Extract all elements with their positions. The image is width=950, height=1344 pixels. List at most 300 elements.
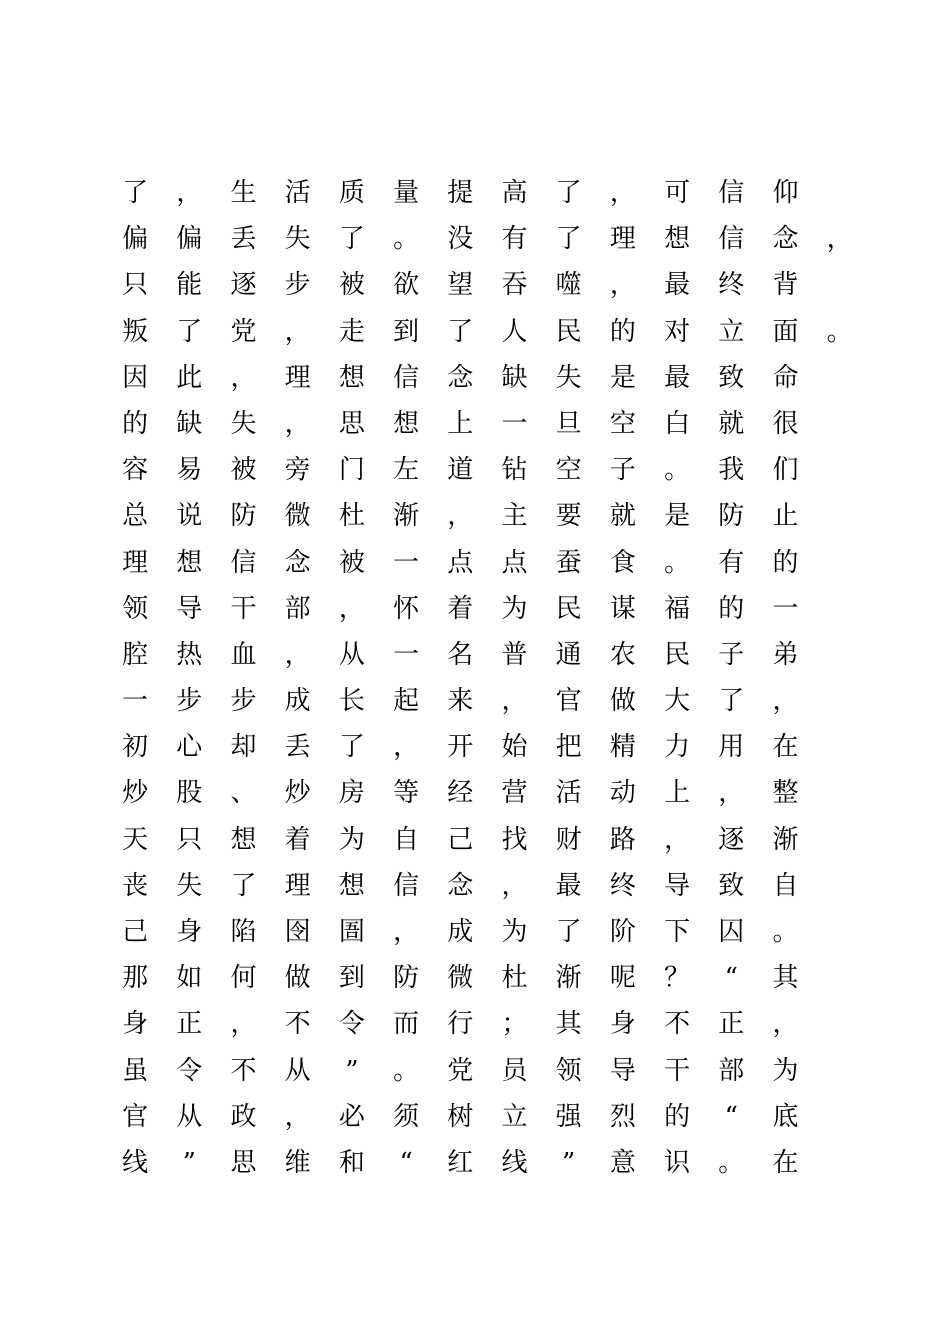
body-text <box>108 170 868 1186</box>
text-char: ， <box>230 362 257 393</box>
text-char: 、 <box>230 778 257 809</box>
text-char: 从 <box>284 1055 311 1086</box>
text-char: 大 <box>664 686 691 717</box>
text-char: 干 <box>230 593 257 624</box>
text-char: 渐 <box>772 824 799 855</box>
text-char: 最 <box>664 362 691 393</box>
text-char: 却 <box>230 732 257 763</box>
text-char: 命 <box>772 362 799 393</box>
text-char: 的 <box>122 408 149 439</box>
text-char: 动 <box>609 778 636 809</box>
text-char: 房 <box>338 778 365 809</box>
text-char: ， <box>284 316 311 347</box>
text-char: 止 <box>772 501 799 532</box>
text-char: 正 <box>176 1009 203 1040</box>
text-char: 了 <box>338 732 365 763</box>
text-char: 了 <box>176 316 203 347</box>
text-char: 虽 <box>122 1055 149 1086</box>
text-char: 底 <box>772 1101 799 1132</box>
text-char: 民 <box>664 639 691 670</box>
text-char: 步 <box>176 686 203 717</box>
text-char: 成 <box>447 917 474 947</box>
text-char: 。 <box>772 917 799 947</box>
text-char: 领 <box>122 593 149 624</box>
text-line <box>108 817 868 863</box>
text-char: 和 <box>338 1147 365 1178</box>
text-char: 思 <box>230 1147 257 1178</box>
text-char: 营 <box>501 778 528 809</box>
text-char: 一 <box>501 408 528 439</box>
text-char: 被 <box>338 547 365 578</box>
text-line <box>108 955 868 1001</box>
text-char: 一 <box>772 593 799 624</box>
text-char: 高 <box>501 178 528 208</box>
text-char: 了 <box>230 870 257 901</box>
text-char: 易 <box>176 455 203 486</box>
text-char: ， <box>393 917 420 947</box>
text-char: 念 <box>447 870 474 901</box>
text-char: 炒 <box>284 778 311 809</box>
text-char: 导 <box>176 593 203 624</box>
text-char: 一 <box>393 547 420 578</box>
text-char: 仰 <box>772 178 799 208</box>
text-char: 要 <box>555 501 582 532</box>
text-char: 导 <box>664 870 691 901</box>
text-char: 导 <box>609 1055 636 1086</box>
text-char: 不 <box>230 1055 257 1086</box>
text-char: ， <box>826 224 853 255</box>
text-char: 等 <box>393 778 420 809</box>
text-char: 自 <box>772 870 799 901</box>
text-char: 其 <box>772 963 799 994</box>
text-line <box>108 678 868 724</box>
text-char: 可 <box>664 178 691 208</box>
text-char: 防 <box>718 501 745 532</box>
text-char: 普 <box>501 639 528 670</box>
text-char: 噬 <box>555 270 582 301</box>
text-char: 终 <box>609 870 636 901</box>
text-char: 下 <box>664 917 691 947</box>
text-char: 呢 <box>609 963 636 994</box>
text-char: 了 <box>122 178 149 208</box>
text-char: 主 <box>501 501 528 532</box>
text-char: 识 <box>664 1147 691 1178</box>
text-line <box>108 863 868 909</box>
text-char: 民 <box>555 316 582 347</box>
text-char: 其 <box>555 1009 582 1040</box>
text-char: 了 <box>555 917 582 947</box>
text-char: 失 <box>230 408 257 439</box>
text-char: 部 <box>284 593 311 624</box>
text-char: 想 <box>176 547 203 578</box>
text-char: 信 <box>393 870 420 901</box>
text-char: 就 <box>718 408 745 439</box>
text-line <box>108 770 868 816</box>
text-char: 。 <box>393 224 420 255</box>
text-char: ” <box>182 1147 196 1178</box>
text-char: 初 <box>122 732 149 763</box>
text-char: 背 <box>772 270 799 301</box>
text-char: ， <box>176 178 203 208</box>
text-char: 福 <box>664 593 691 624</box>
text-char: 活 <box>555 778 582 809</box>
text-char: 量 <box>393 178 420 208</box>
text-char: ， <box>284 639 311 670</box>
text-char: 立 <box>501 1101 528 1132</box>
text-char: 。 <box>393 1055 420 1086</box>
text-char: 点 <box>501 547 528 578</box>
text-char: 着 <box>447 593 474 624</box>
text-char: 想 <box>664 224 691 255</box>
text-char: 生 <box>230 178 257 208</box>
text-char: 从 <box>176 1101 203 1132</box>
text-line <box>108 170 868 216</box>
text-char: 思 <box>338 408 365 439</box>
text-char: ， <box>284 1101 311 1132</box>
text-char: 对 <box>664 316 691 347</box>
text-char: ； <box>501 1009 528 1040</box>
text-char: ， <box>772 686 799 717</box>
text-char: 何 <box>230 963 257 994</box>
text-char: 党 <box>447 1055 474 1086</box>
text-char: 股 <box>176 778 203 809</box>
text-char: 。 <box>664 547 691 578</box>
text-char: 空 <box>609 408 636 439</box>
text-char: ， <box>393 732 420 763</box>
text-char: 缺 <box>501 362 528 393</box>
text-char: ， <box>609 270 636 301</box>
text-char: 杜 <box>338 501 365 532</box>
text-char: 渐 <box>555 963 582 994</box>
text-char: 逐 <box>718 824 745 855</box>
text-char: 是 <box>664 501 691 532</box>
text-char: 失 <box>555 362 582 393</box>
text-char: 有 <box>501 224 528 255</box>
text-char: 理 <box>284 362 311 393</box>
text-line <box>108 1140 868 1186</box>
text-char: ， <box>664 824 691 855</box>
text-char: 一 <box>122 686 149 717</box>
text-char: 子 <box>609 455 636 486</box>
text-char: ， <box>447 501 474 532</box>
text-char: 信 <box>230 547 257 578</box>
text-char: 成 <box>284 686 311 717</box>
text-char: 为 <box>501 593 528 624</box>
text-char: 信 <box>718 178 745 208</box>
text-char: 怀 <box>393 593 420 624</box>
text-char: 能 <box>176 270 203 301</box>
text-char: 就 <box>609 501 636 532</box>
text-char: 提 <box>447 178 474 208</box>
text-char: 渐 <box>393 501 420 532</box>
text-char: 官 <box>555 686 582 717</box>
text-char: 念 <box>284 547 311 578</box>
text-char: 防 <box>393 963 420 994</box>
text-char: 在 <box>772 732 799 763</box>
text-char: 开 <box>447 732 474 763</box>
text-char: ， <box>284 408 311 439</box>
text-char: 线 <box>122 1147 149 1178</box>
text-char: 偏 <box>122 224 149 255</box>
text-char: 那 <box>122 963 149 994</box>
text-char: 领 <box>555 1055 582 1086</box>
text-char: 起 <box>393 686 420 717</box>
text-char: 了 <box>447 316 474 347</box>
text-char: 想 <box>338 870 365 901</box>
text-char: 线 <box>501 1147 528 1178</box>
text-char: 囚 <box>718 917 745 947</box>
text-char: 为 <box>338 824 365 855</box>
text-char: 血 <box>230 639 257 670</box>
text-char: 只 <box>176 824 203 855</box>
text-char: 微 <box>447 963 474 994</box>
text-char: 丢 <box>284 732 311 763</box>
text-char: 吞 <box>501 270 528 301</box>
text-line <box>108 909 868 955</box>
text-char: 失 <box>284 224 311 255</box>
text-char: 天 <box>122 824 149 855</box>
text-char: 走 <box>338 316 365 347</box>
text-char: 民 <box>555 593 582 624</box>
text-char: 正 <box>718 1009 745 1040</box>
text-char: 的 <box>772 547 799 578</box>
text-char: 政 <box>230 1101 257 1132</box>
text-char: 终 <box>718 270 745 301</box>
text-char: 信 <box>718 224 745 255</box>
text-char: 经 <box>447 778 474 809</box>
text-char: 在 <box>772 1147 799 1178</box>
text-char: 白 <box>664 408 691 439</box>
text-char: 如 <box>176 963 203 994</box>
text-char: 丢 <box>230 224 257 255</box>
text-char: 整 <box>772 778 799 809</box>
text-char: 为 <box>501 917 528 947</box>
text-char: 食 <box>609 547 636 578</box>
text-char: 陷 <box>230 917 257 947</box>
text-char: 热 <box>176 639 203 670</box>
text-char: 必 <box>338 1101 365 1132</box>
text-line <box>108 262 868 308</box>
text-line <box>108 355 868 401</box>
text-line <box>108 216 868 262</box>
text-char: 叛 <box>122 316 149 347</box>
text-char: 偏 <box>176 224 203 255</box>
text-char: 身 <box>609 1009 636 1040</box>
text-line <box>108 493 868 539</box>
text-char: 的 <box>718 593 745 624</box>
text-char: 用 <box>718 732 745 763</box>
text-char: 道 <box>447 455 474 486</box>
text-char: 微 <box>284 501 311 532</box>
text-char: 被 <box>338 270 365 301</box>
text-char: 身 <box>122 1009 149 1040</box>
text-char: 左 <box>393 455 420 486</box>
text-char: 欲 <box>393 270 420 301</box>
text-line <box>108 1001 868 1047</box>
text-char: 质 <box>338 178 365 208</box>
text-char: 杜 <box>501 963 528 994</box>
text-char: 蚕 <box>555 547 582 578</box>
text-char: 防 <box>230 501 257 532</box>
text-char: 而 <box>393 1009 420 1040</box>
text-char: ， <box>609 178 636 208</box>
text-char: 理 <box>122 547 149 578</box>
text-char: 谋 <box>609 593 636 624</box>
text-char: 钻 <box>501 455 528 486</box>
text-char: 是 <box>609 362 636 393</box>
text-char: 腔 <box>122 639 149 670</box>
text-char: 最 <box>664 270 691 301</box>
text-char: 缺 <box>176 408 203 439</box>
text-char: 名 <box>447 639 474 670</box>
text-char: 力 <box>664 732 691 763</box>
text-char: 理 <box>609 224 636 255</box>
text-char: 上 <box>447 408 474 439</box>
text-char: 一 <box>393 639 420 670</box>
text-char: 意 <box>609 1147 636 1178</box>
text-char: 信 <box>393 362 420 393</box>
text-char: 被 <box>230 455 257 486</box>
text-line <box>108 1048 868 1094</box>
text-char: 党 <box>230 316 257 347</box>
text-char: 空 <box>555 455 582 486</box>
text-line <box>108 401 868 447</box>
text-char: 。 <box>664 455 691 486</box>
text-char: 路 <box>609 824 636 855</box>
text-char: 了 <box>718 686 745 717</box>
text-char: 想 <box>230 824 257 855</box>
text-char: 来 <box>447 686 474 717</box>
text-char: 圄 <box>338 917 365 947</box>
text-char: 阶 <box>609 917 636 947</box>
text-char: 容 <box>122 455 149 486</box>
text-char: 农 <box>609 639 636 670</box>
text-char: 理 <box>284 870 311 901</box>
text-char: 步 <box>230 686 257 717</box>
text-char: 到 <box>393 316 420 347</box>
text-char: 旦 <box>555 408 582 439</box>
text-char: 始 <box>501 732 528 763</box>
text-char: 自 <box>393 824 420 855</box>
text-char: 门 <box>338 455 365 486</box>
text-char: 从 <box>338 639 365 670</box>
text-char: “ <box>724 1101 738 1132</box>
text-line <box>108 309 868 355</box>
text-char: ” <box>345 1055 359 1086</box>
text-char: 想 <box>338 362 365 393</box>
text-char: 把 <box>555 732 582 763</box>
text-char: 不 <box>664 1009 691 1040</box>
text-char: 们 <box>772 455 799 486</box>
text-line <box>108 1094 868 1140</box>
text-char: ， <box>501 686 528 717</box>
text-char: “ <box>399 1147 413 1178</box>
text-char: 。 <box>718 1147 745 1178</box>
text-char: ， <box>230 1009 257 1040</box>
text-char: 强 <box>555 1101 582 1132</box>
text-char: 为 <box>772 1055 799 1086</box>
text-char: 望 <box>447 270 474 301</box>
text-char: 心 <box>176 732 203 763</box>
text-char: 财 <box>555 824 582 855</box>
text-char: 立 <box>718 316 745 347</box>
text-char: 只 <box>122 270 149 301</box>
text-char: 总 <box>122 501 149 532</box>
text-char: 身 <box>176 917 203 947</box>
text-char: 逐 <box>230 270 257 301</box>
text-char: 面 <box>772 316 799 347</box>
text-char: 点 <box>447 547 474 578</box>
text-char: 烈 <box>609 1101 636 1132</box>
text-char: ， <box>338 593 365 624</box>
text-char: 此 <box>176 362 203 393</box>
text-char: 的 <box>609 316 636 347</box>
text-char: ？ <box>664 963 691 994</box>
text-char: 到 <box>338 963 365 994</box>
text-char: 维 <box>284 1147 311 1178</box>
text-char: 念 <box>772 224 799 255</box>
text-char: 人 <box>501 316 528 347</box>
text-char: 步 <box>284 270 311 301</box>
text-char: 官 <box>122 1101 149 1132</box>
text-char: 最 <box>555 870 582 901</box>
text-char: 员 <box>501 1055 528 1086</box>
text-char: 子 <box>718 639 745 670</box>
text-char: 着 <box>284 824 311 855</box>
text-char: 我 <box>718 455 745 486</box>
text-char: 因 <box>122 362 149 393</box>
text-char: 树 <box>447 1101 474 1132</box>
text-char: 行 <box>447 1009 474 1040</box>
text-char: 丧 <box>122 870 149 901</box>
text-char: ， <box>718 778 745 809</box>
text-char: 须 <box>393 1101 420 1132</box>
text-char: 有 <box>718 547 745 578</box>
text-char: 致 <box>718 870 745 901</box>
text-char: 失 <box>176 870 203 901</box>
text-char: 囹 <box>284 917 311 947</box>
text-char: 了 <box>555 178 582 208</box>
text-line <box>108 447 868 493</box>
text-char: 了 <box>338 224 365 255</box>
text-char: 干 <box>664 1055 691 1086</box>
text-char: 活 <box>284 178 311 208</box>
text-char: 做 <box>284 963 311 994</box>
text-char: 己 <box>122 917 149 947</box>
text-line <box>108 724 868 770</box>
text-line <box>108 540 868 586</box>
text-char: 念 <box>447 362 474 393</box>
text-char: “ <box>724 963 738 994</box>
text-char: ， <box>772 1009 799 1040</box>
text-char: 炒 <box>122 778 149 809</box>
text-char: 通 <box>555 639 582 670</box>
text-char: 说 <box>176 501 203 532</box>
text-char: 不 <box>284 1009 311 1040</box>
text-char: 致 <box>718 362 745 393</box>
text-line <box>108 586 868 632</box>
text-char: 找 <box>501 824 528 855</box>
text-char: 长 <box>338 686 365 717</box>
text-char: 令 <box>176 1055 203 1086</box>
text-char: 上 <box>664 778 691 809</box>
text-line <box>108 632 868 678</box>
text-char: 令 <box>338 1009 365 1040</box>
text-char: 部 <box>718 1055 745 1086</box>
text-char: 没 <box>447 224 474 255</box>
text-char: 精 <box>609 732 636 763</box>
text-char: 做 <box>609 686 636 717</box>
